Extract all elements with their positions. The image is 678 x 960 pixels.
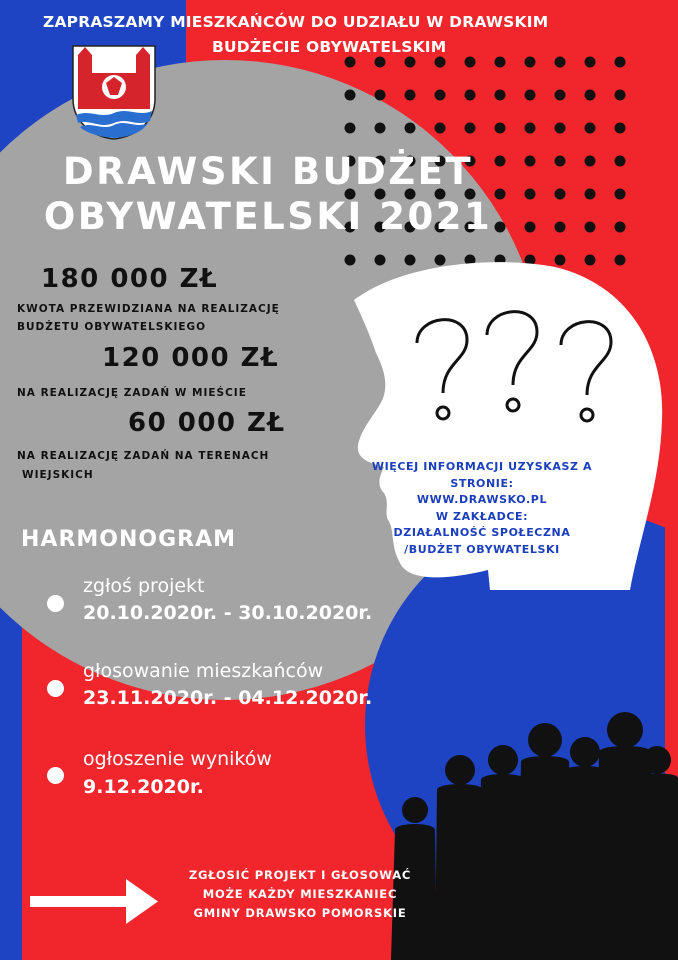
info-line-2: STRONIE: <box>450 476 514 490</box>
info-line-1: WIĘCEJ INFORMACJI UZYSKASZ A <box>371 460 593 473</box>
question-marks-icon <box>405 305 635 430</box>
pattern-dot <box>555 123 566 134</box>
pattern-dot <box>375 57 386 68</box>
schedule-item-dates: 23.11.2020r. - 04.12.2020r. <box>83 687 373 709</box>
page-title-line-2: OBYWATELSKI 2021 <box>43 195 493 238</box>
page-title-line-1: DRAWSKI BUDŻET <box>62 150 474 193</box>
header-line-1 <box>43 13 548 31</box>
info-line-5: DZIAŁALNOŚĆ SPOŁECZNA <box>393 526 571 539</box>
pattern-dot <box>585 90 596 101</box>
pattern-dot <box>555 156 566 167</box>
pattern-dot <box>615 123 626 134</box>
pattern-dot <box>465 90 476 101</box>
total-amount: 180 000 ZŁ <box>41 264 219 294</box>
pattern-dot <box>555 57 566 68</box>
pattern-dot <box>525 57 536 68</box>
pattern-dot <box>375 90 386 101</box>
pattern-dot <box>345 57 356 68</box>
pattern-dot <box>435 57 446 68</box>
info-website: WWW.DRAWSKO.PL <box>416 493 548 506</box>
header-invite-rest: MIESZKAŃCÓW DO UDZIAŁU W DRAWSKIM <box>170 13 549 31</box>
pattern-dot <box>435 123 446 134</box>
total-amount-desc-1: KWOTA PRZEWIDZIANA NA REALIZACJĘ <box>17 303 280 315</box>
pattern-dot <box>525 123 536 134</box>
pattern-dot <box>465 57 476 68</box>
pattern-dot <box>495 57 506 68</box>
info-block <box>352 459 612 558</box>
pattern-dot <box>345 90 356 101</box>
pattern-dot <box>405 123 416 134</box>
info-line-6: /BUDŻET OBYWATELSKI <box>404 542 560 556</box>
schedule-item-label: ogłoszenie wyników <box>83 748 272 770</box>
footer-line-1: ZGŁOSIĆ PROJEKT I GŁOSOWAĆ <box>188 868 412 882</box>
pattern-dot <box>555 90 566 101</box>
total-amount-desc-2: BUDŻETU OBYWATELSKIEGO <box>17 321 207 333</box>
pattern-dot <box>615 189 626 200</box>
pattern-dot <box>525 90 536 101</box>
pattern-dot <box>615 57 626 68</box>
pattern-dot <box>435 90 446 101</box>
pattern-dot <box>585 57 596 68</box>
pattern-dot <box>585 189 596 200</box>
pattern-dot <box>615 156 626 167</box>
schedule-bullet <box>47 767 64 784</box>
schedule-bullet <box>47 680 64 697</box>
rural-amount: 60 000 ZŁ <box>128 408 286 438</box>
pattern-dot <box>345 123 356 134</box>
schedule-item-label: głosowanie mieszkańców <box>83 660 324 682</box>
schedule-item-dates: 20.10.2020r. - 30.10.2020r. <box>83 602 373 624</box>
rural-amount-desc-1: NA REALIZACJĘ ZADAŃ NA TERENACH <box>17 450 270 462</box>
pattern-dot <box>585 222 596 233</box>
schedule-heading: HARMONOGRAM <box>21 527 237 552</box>
header-invite-word: ZAPRASZAMY <box>43 13 165 31</box>
info-line-4: W ZAKŁADCE: <box>435 509 529 523</box>
pattern-dot <box>465 123 476 134</box>
coat-of-arms-icon <box>70 43 158 140</box>
pattern-dot <box>585 123 596 134</box>
arrow-right-icon <box>30 877 160 927</box>
schedule-bullet <box>47 595 64 612</box>
schedule-item-label: zgłoś projekt <box>83 575 205 597</box>
pattern-dot <box>555 222 566 233</box>
footer-line-2: MOŻE KAŻDY MIESZKANIEC <box>202 887 398 901</box>
footer-text <box>165 866 435 923</box>
pattern-dot <box>405 57 416 68</box>
pattern-dot <box>555 189 566 200</box>
header-line-2: BUDŻECIE OBYWATELSKIM <box>212 38 447 56</box>
schedule-item-dates: 9.12.2020r. <box>83 776 204 798</box>
pattern-dot <box>615 222 626 233</box>
footer-line-3: GMINY DRAWSKO POMORSKIE <box>193 906 407 920</box>
pattern-dot <box>375 123 386 134</box>
city-amount: 120 000 ZŁ <box>102 343 280 373</box>
pattern-dot <box>495 90 506 101</box>
rural-amount-desc-2: WIEJSKICH <box>22 469 94 481</box>
pattern-dot <box>405 90 416 101</box>
pattern-dot <box>585 156 596 167</box>
pattern-dot <box>495 123 506 134</box>
city-amount-desc: NA REALIZACJĘ ZADAŃ W MIEŚCIE <box>17 387 247 399</box>
pattern-dot <box>615 90 626 101</box>
